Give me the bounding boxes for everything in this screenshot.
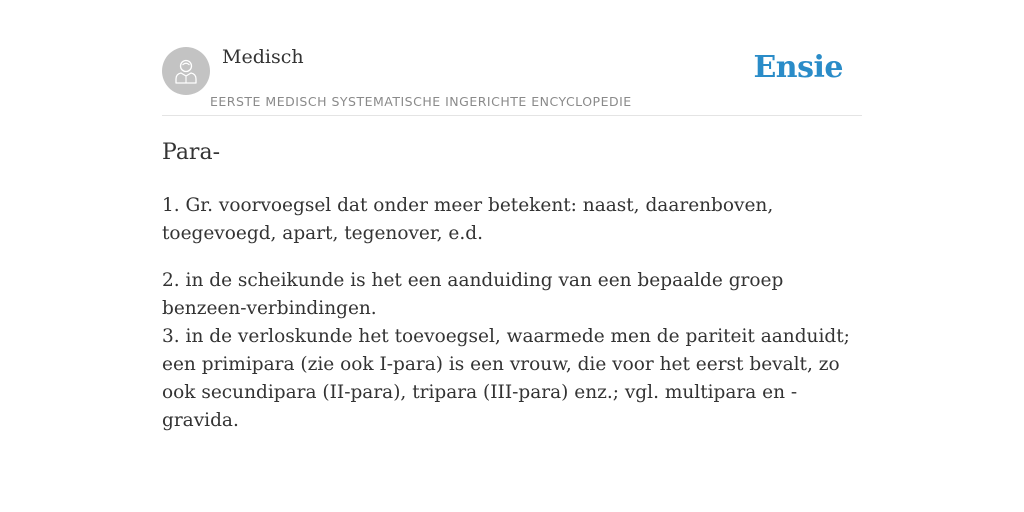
definition-paragraph-1: 1. Gr. voorvoegsel dat onder meer betekent: naast, daarenboven, toegevoegd, apart, tegenover, e.d.: [162, 195, 774, 244]
author-name[interactable]: Medisch: [222, 46, 304, 68]
ensie-logo[interactable]: Ensie: [753, 50, 843, 85]
article-body: [162, 192, 862, 435]
header: [162, 0, 862, 116]
user-avatar-icon[interactable]: [162, 47, 210, 95]
article-title: Para-: [162, 140, 220, 165]
page-container: [162, 0, 862, 431]
definition-paragraph-3: 3. in de verloskunde het toevoegsel, waarmede men de pariteit aanduidt; een primipara (zie ook I-para) is een vrouw, die voor het eerst bevalt, zo ook secundipara (II-para), tripara (III-para) enz.; vgl. multipara en -gravida.: [162, 326, 850, 431]
encyclopedia-subtitle: EERSTE MEDISCH SYSTEMATISCHE INGERICHTE ENCYCLOPEDIE: [210, 94, 632, 109]
person-outline-icon: [171, 56, 201, 86]
definition-paragraph-2: 2. in de scheikunde is het een aanduiding van een bepaalde groep benzeen-verbindingen.: [162, 270, 784, 319]
